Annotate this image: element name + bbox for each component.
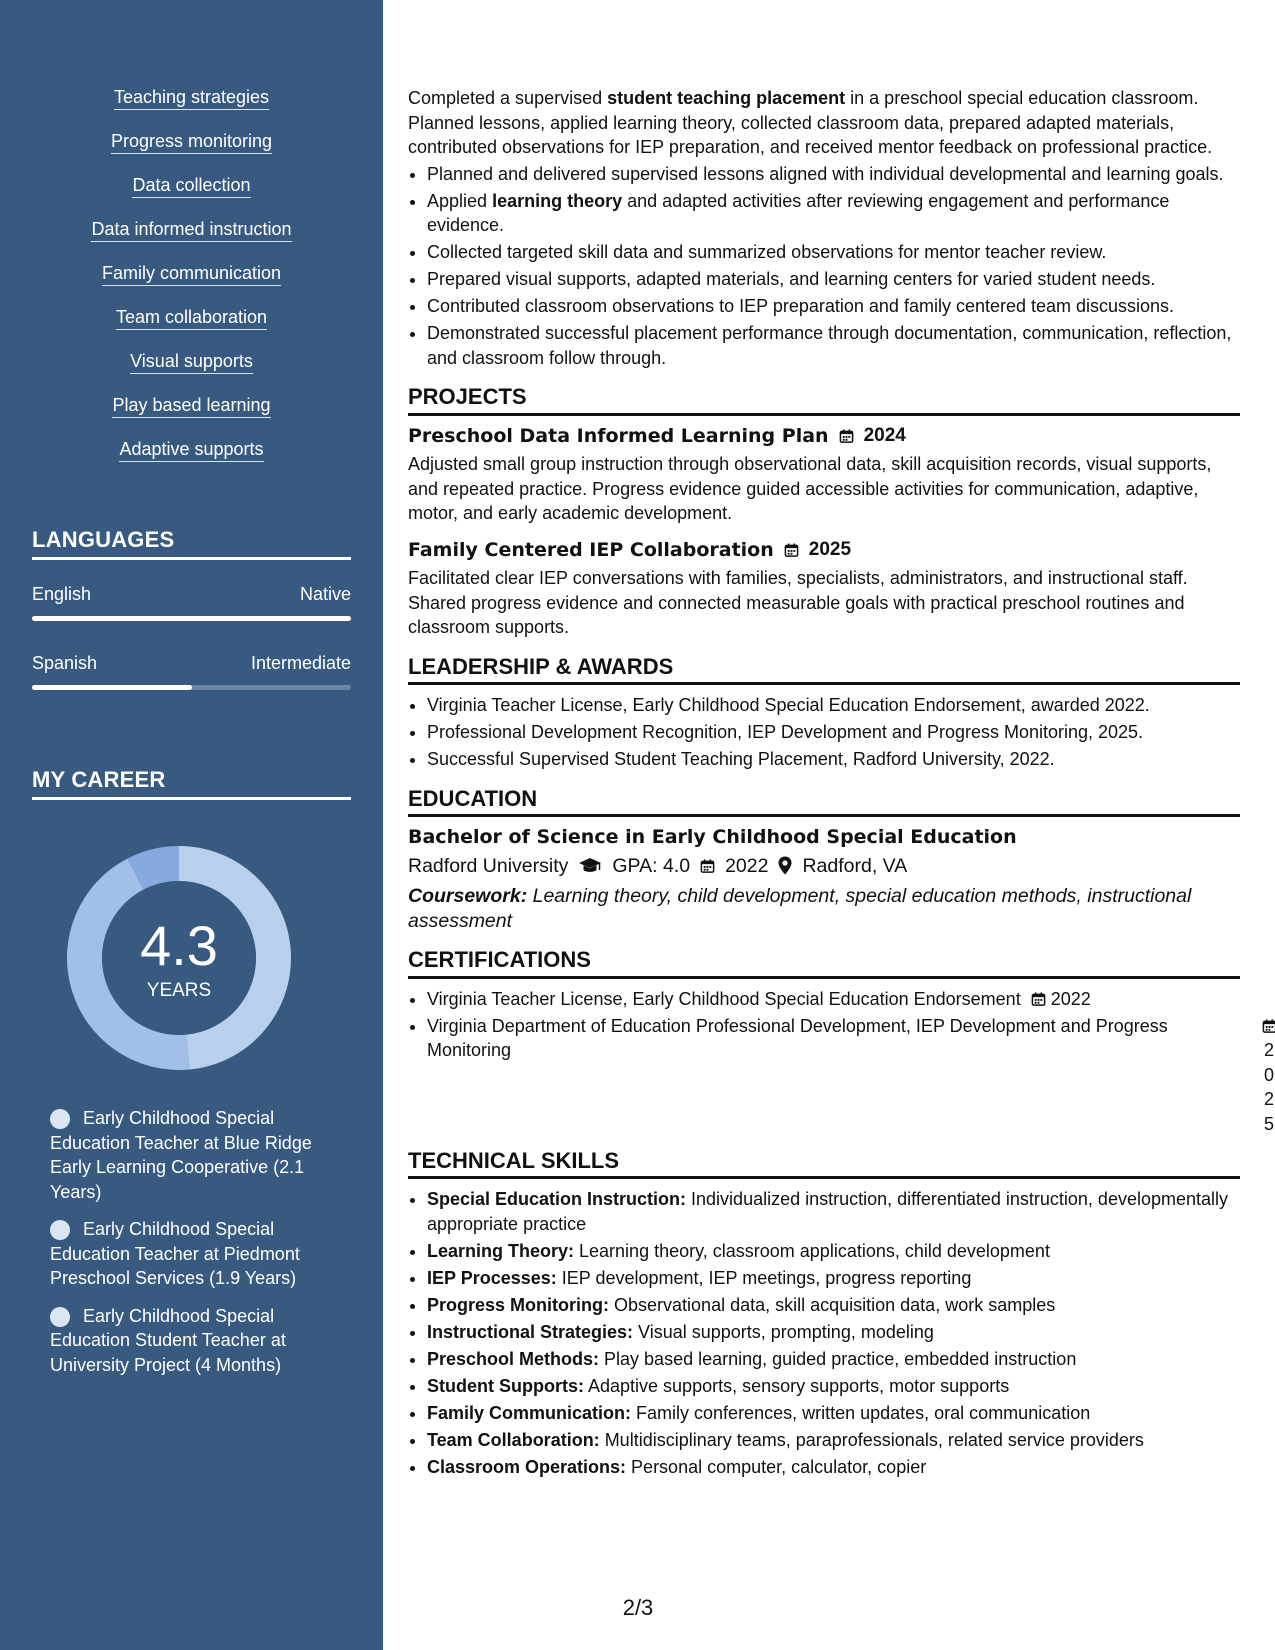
skill-tag: Teaching strategies [114, 86, 269, 110]
calendar-icon [784, 542, 799, 558]
gpa: GPA: 4.0 [612, 854, 691, 877]
skill-tag: Play based learning [112, 394, 270, 418]
list-item: • Prepared visual supports, adapted materials, and learning centers for varied student needs. [427, 267, 1240, 292]
skill-tag: Progress monitoring [111, 130, 272, 154]
awards-heading: LEADERSHIP & AWARDS [408, 655, 1240, 686]
project-description: Facilitated clear IEP conversations with families, specialists, administrators, and instructional staff. Shared progress evidence and connected measurable goals with practical preschool routines and classroom supports. [408, 568, 1188, 637]
skills-list [0, 86, 383, 482]
location-pin-icon [778, 856, 792, 875]
graduation-cap-icon [578, 857, 602, 875]
technical-skills-heading: TECHNICAL SKILLS [408, 1149, 1240, 1180]
list-item [427, 1014, 1274, 1134]
project-title: Preschool Data Informed Learning Plan [408, 424, 829, 447]
language-name: Spanish [32, 653, 98, 673]
career-total-unit: YEARS [146, 980, 212, 1001]
certification-year: 2025 [1263, 1040, 1274, 1134]
project-year: 2025 [808, 538, 852, 560]
language-row [32, 584, 351, 605]
certification-year: 2022 [1050, 988, 1091, 1009]
career-item-text: Early Childhood Special Education Student Teacher at University Project (4 Months) [50, 1305, 286, 1375]
list-item: • Applied learning theory and adapted activities after reviewing engagement and performance evidence. [427, 189, 1240, 238]
calendar-icon [1262, 1018, 1275, 1034]
list-item: • Preschool Methods: Play based learning, guided practice, embedded instruction [427, 1347, 1240, 1372]
list-item: • Family Communication: Family conferences, written updates, oral communication [427, 1401, 1240, 1426]
education-details [408, 854, 1240, 879]
language-level: Intermediate [250, 653, 351, 673]
certification-name: Virginia Department of Education Professional Development, IEP Development and Progress Monitoring [427, 1015, 1168, 1060]
list-item: • Contributed classroom observations to IEP preparation and family centered team discussions. [427, 294, 1240, 319]
experience-summary: Completed a supervised student teaching placement in a preschool special education classroom. Planned lessons, applied learning theory, collected classroom data, prepared adapted materials, contributed observations for IEP preparation, and received mentor feedback on professional practice. [408, 88, 1213, 157]
school-location: Radford, VA [802, 854, 908, 877]
career-list [50, 1106, 340, 1390]
language-level: Native [299, 584, 351, 604]
language-bar [32, 616, 351, 621]
list-item: • IEP Processes: IEP development, IEP meetings, progress reporting [427, 1266, 1240, 1291]
calendar-icon [700, 858, 715, 874]
language-bar [32, 685, 351, 690]
calendar-icon [1031, 991, 1046, 1007]
list-item: • Successful Supervised Student Teaching Placement, Radford University, 2022. [427, 747, 1240, 772]
career-item-text: Early Childhood Special Education Teacher at Piedmont Preschool Services (1.9 Years) [50, 1219, 300, 1288]
list-item: • Collected targeted skill data and summarized observations for mentor teacher review. [427, 240, 1240, 265]
experience-bullets [408, 162, 1240, 371]
degree-title: Bachelor of Science in Early Childhood Special Education [408, 826, 1017, 848]
language-bar-fill [32, 685, 192, 690]
certifications-list [408, 987, 1274, 1134]
career-item [50, 1217, 340, 1291]
education-heading: EDUCATION [408, 787, 1240, 818]
school-name: Radford University [408, 854, 569, 877]
skill-tag: Team collaboration [116, 306, 267, 330]
project-year: 2024 [863, 424, 906, 446]
languages-heading: LANGUAGES [32, 527, 351, 560]
list-item: • Team Collaboration: Multidisciplinary teams, paraprofessionals, related service providers [427, 1428, 1240, 1453]
calendar-icon [839, 428, 854, 444]
career-total-value: 4.3 [140, 914, 218, 977]
list-item: • Learning Theory: Learning theory, classroom applications, child development [427, 1239, 1240, 1264]
certification-name: Virginia Teacher License, Early Childhood Special Education Endorsement [427, 988, 1021, 1009]
main-content [408, 86, 1274, 1482]
career-item-text: Early Childhood Special Education Teacher at Blue Ridge Early Learning Cooperative (2.1 Years) [50, 1108, 312, 1202]
list-item: • Progress Monitoring: Observational data, skill acquisition data, work samples [427, 1293, 1240, 1318]
career-item [50, 1106, 340, 1204]
project-title-row [408, 424, 1240, 449]
certifications-heading: CERTIFICATIONS [408, 948, 1240, 979]
technical-skills-list [408, 1187, 1240, 1479]
certification-date-vertical [1262, 1014, 1275, 1137]
list-item: • Planned and delivered supervised lessons aligned with individual developmental and learning goals. [427, 162, 1240, 187]
skill-tag: Family communication [102, 262, 281, 286]
language-bar-fill [32, 616, 351, 621]
bullet-dot-icon [50, 1220, 70, 1240]
language-name: English [32, 584, 92, 604]
project-title: Family Centered IEP Collaboration [408, 538, 774, 561]
coursework: Coursework: Learning theory, child development, special education methods, instructional assessment [408, 885, 1192, 932]
skill-tag: Data informed instruction [91, 218, 291, 242]
list-item [427, 987, 1240, 1012]
list-item: • Special Education Instruction: Individualized instruction, differentiated instruction, developmentally appropriate practice [427, 1187, 1240, 1236]
awards-list [408, 693, 1240, 772]
career-item [50, 1304, 340, 1378]
skill-tag: Visual supports [130, 350, 253, 374]
language-row [32, 653, 351, 674]
list-item: • Instructional Strategies: Visual supports, prompting, modeling [427, 1320, 1240, 1345]
page-number: 2/3 [622, 1595, 654, 1620]
project-title-row [408, 538, 1240, 563]
list-item: • Professional Development Recognition, IEP Development and Progress Monitoring, 2025. [427, 720, 1240, 745]
skill-tag: Adaptive supports [119, 438, 263, 462]
list-item: • Demonstrated successful placement performance through documentation, communication, reflection, and classroom follow through. [427, 321, 1240, 370]
list-item: • Classroom Operations: Personal computer, calculator, copier [427, 1455, 1240, 1480]
list-item: • Virginia Teacher License, Early Childhood Special Education Endorsement, awarded 2022. [427, 693, 1240, 718]
projects-heading: PROJECTS [408, 385, 1240, 416]
project-description: Adjusted small group instruction through observational data, skill acquisition records, visual supports, and repeated practice. Progress evidence guided accessible activities for communication, adaptive, motor, and early academic development. [408, 454, 1212, 523]
bullet-dot-icon [50, 1109, 70, 1129]
sidebar [0, 0, 383, 1650]
list-item: • Student Supports: Adaptive supports, sensory supports, motor supports [427, 1374, 1240, 1399]
bullet-dot-icon [50, 1307, 70, 1327]
graduation-year: 2022 [725, 854, 769, 877]
skill-tag: Data collection [132, 174, 250, 198]
career-heading: MY CAREER [32, 767, 351, 800]
